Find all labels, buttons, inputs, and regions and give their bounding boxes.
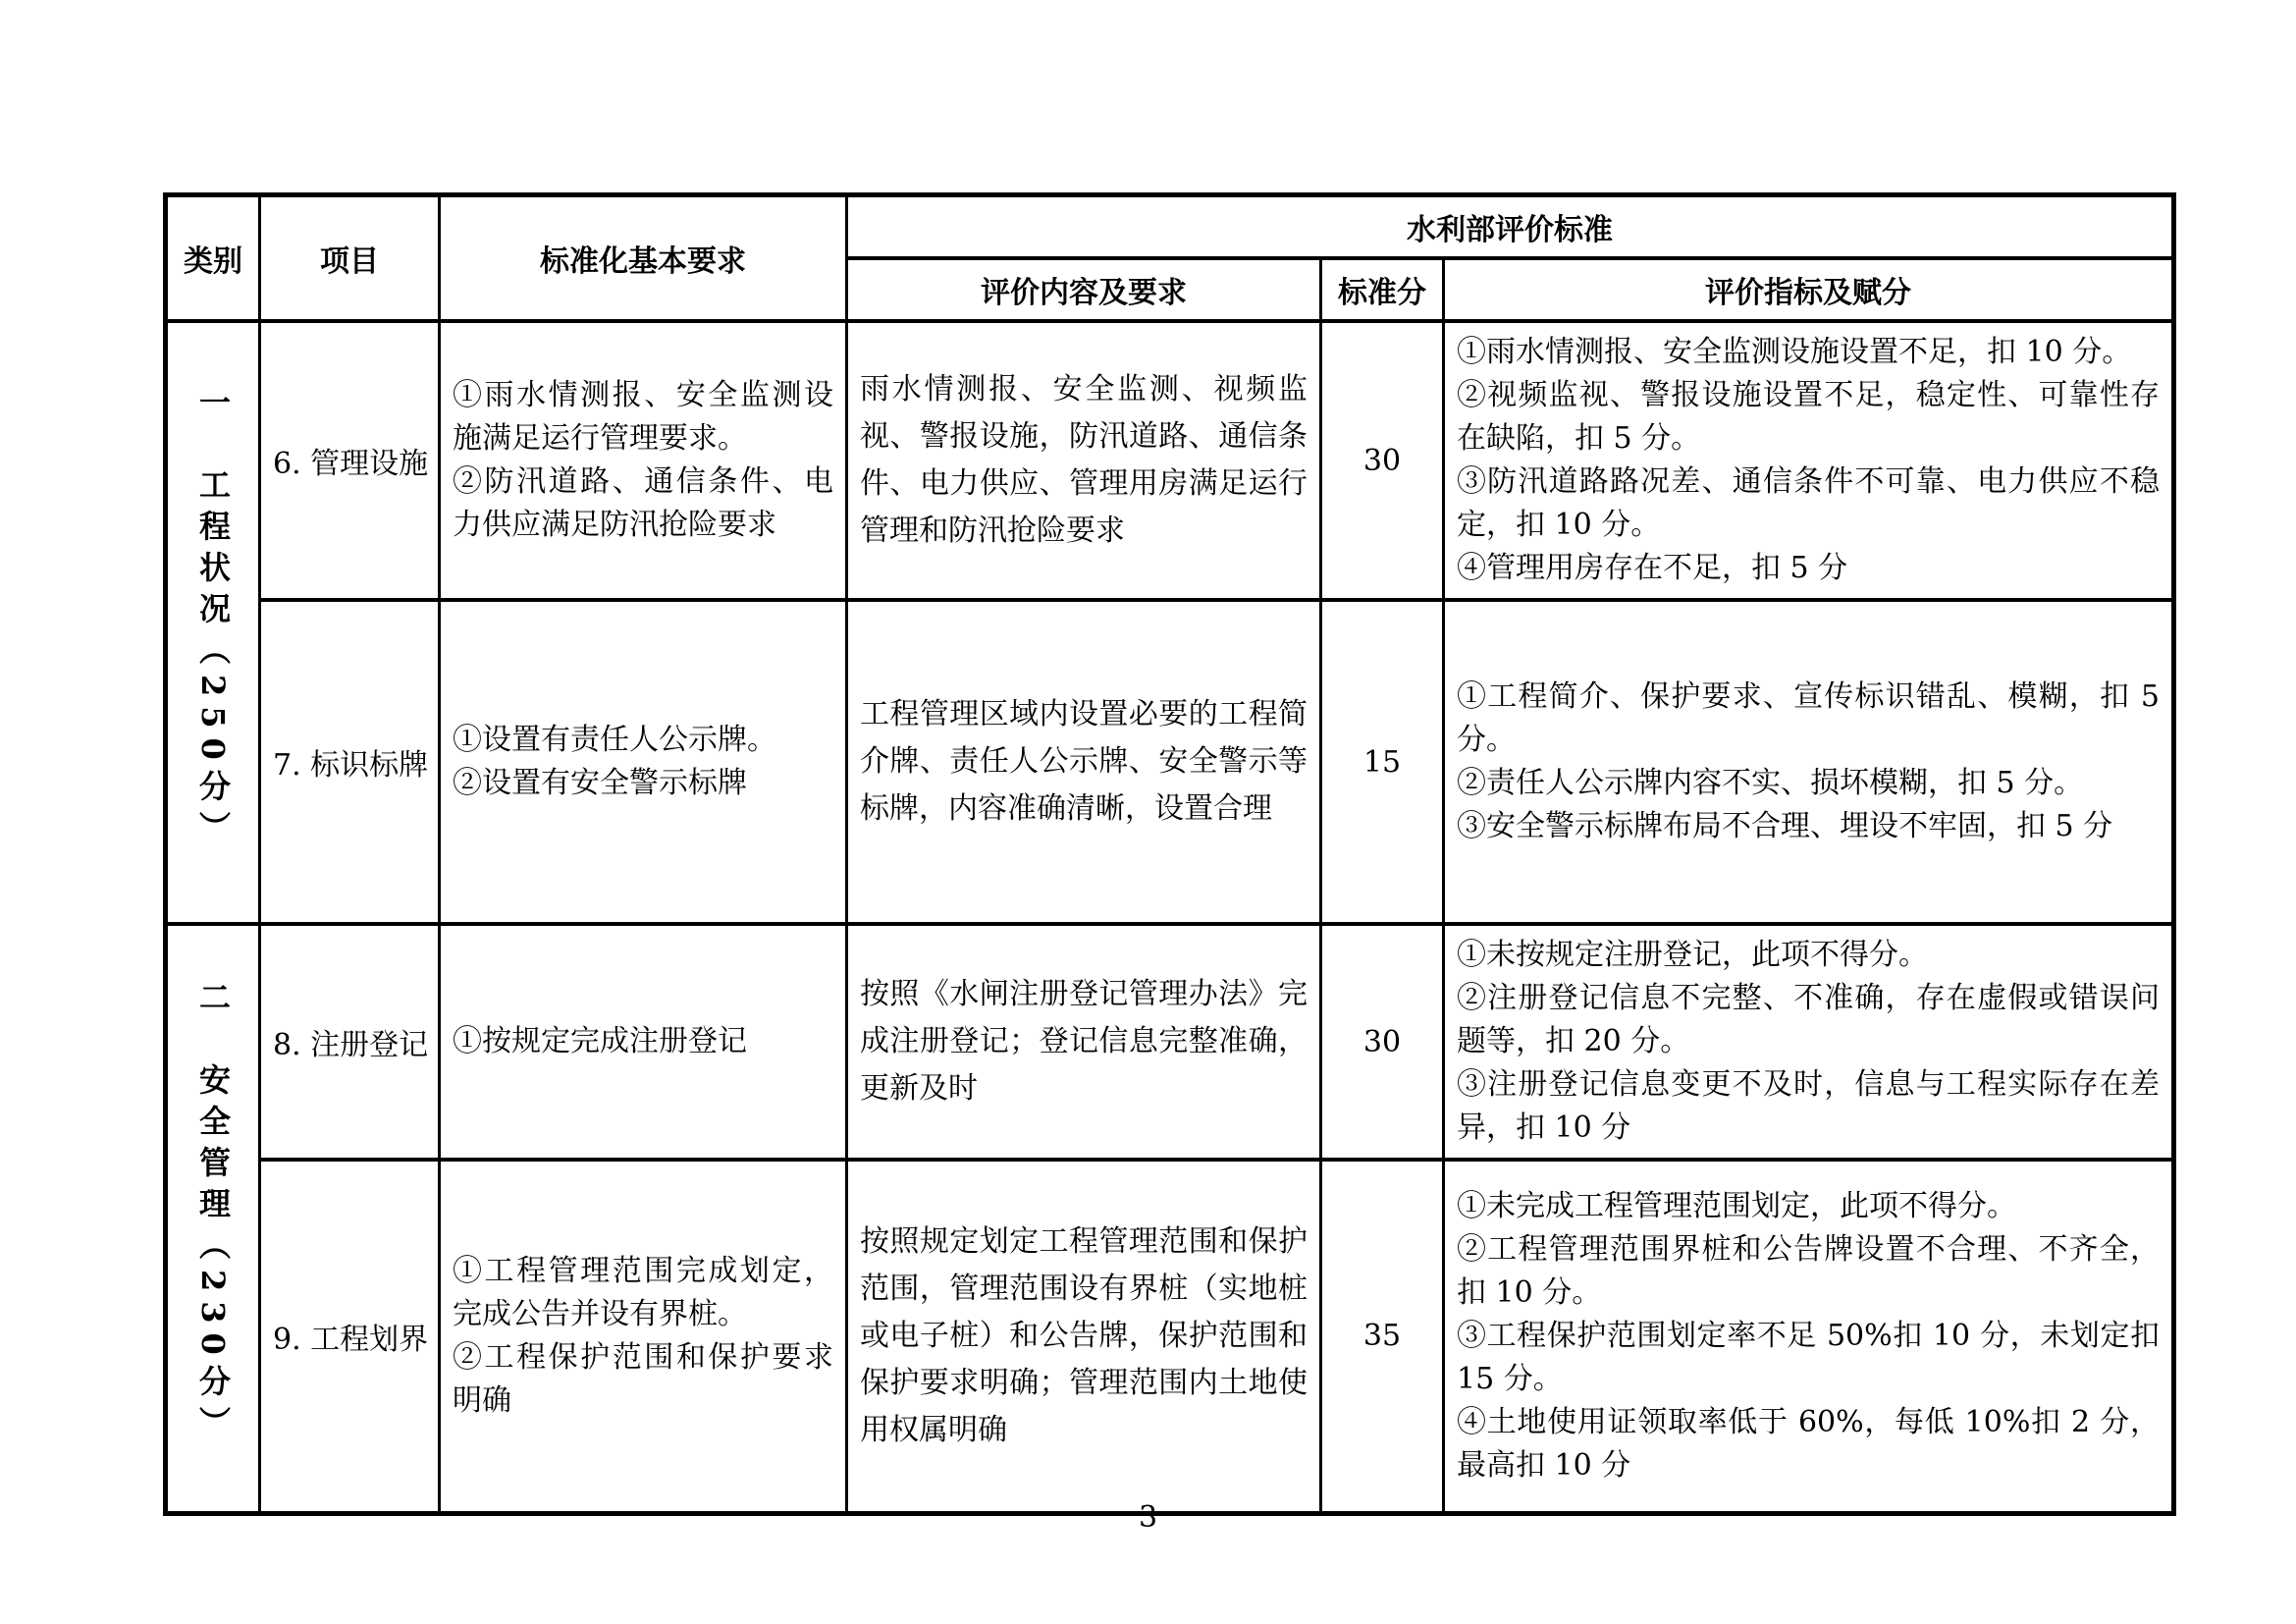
basic-req-cell <box>440 1160 847 1513</box>
item-cell: 9. 工程划界 <box>260 1160 440 1513</box>
header-content: 评价内容及要求 <box>847 258 1321 321</box>
content-cell: 按照规定划定工程管理范围和保护范围，管理范围设有界桩（实地桩或电子桩）和公告牌，保护范围和保护要求明确；管理范围内土地使用权属明确 <box>847 1160 1321 1513</box>
table-row <box>166 924 2174 1160</box>
cell-paragraph: ④管理用房存在不足，扣 5 分 <box>1457 551 1848 585</box>
category-cell-engineering-status <box>166 321 260 924</box>
item-cell: 7. 标识标牌 <box>260 600 440 924</box>
cell-paragraph: ①工程简介、保护要求、宣传标识错乱、模糊，扣 5 分。 <box>1457 679 2161 757</box>
cell-paragraph: ③安全警示标牌布局不合理、埋设不牢固，扣 5 分 <box>1457 809 2113 843</box>
cell-paragraph: ②视频监视、警报设施设置不足，稳定性、可靠性存在缺陷，扣 5 分。 <box>1457 378 2161 456</box>
basic-req-cell <box>440 321 847 600</box>
indicators-cell <box>1444 321 2174 600</box>
cell-paragraph: ①雨水情测报、安全监测设施满足运行管理要求。 <box>453 378 833 456</box>
page-number: 3 <box>1138 1500 1158 1535</box>
table-header <box>166 195 2174 322</box>
cell-paragraph: ②防汛道路、通信条件、电力供应满足防汛抢险要求 <box>453 464 833 542</box>
evaluation-standards-table <box>163 192 2176 1516</box>
basic-req-cell <box>440 924 847 1160</box>
basic-req-cell <box>440 600 847 924</box>
header-row-1 <box>166 195 2174 259</box>
indicators-cell <box>1444 600 2174 924</box>
header-indicators: 评价指标及赋分 <box>1444 258 2174 321</box>
cell-paragraph: ②注册登记信息不完整、不准确，存在虚假或错误问题等，扣 20 分。 <box>1457 981 2161 1058</box>
header-score: 标准分 <box>1321 258 1444 321</box>
header-basic-req: 标准化基本要求 <box>440 195 847 322</box>
table-row <box>166 1160 2174 1513</box>
score-cell: 30 <box>1321 321 1444 600</box>
cell-paragraph: ①工程管理范围完成划定，完成公告并设有界桩。 <box>453 1253 833 1331</box>
cell-paragraph: ①未按规定注册登记，此项不得分。 <box>1457 938 1928 972</box>
content-cell: 雨水情测报、安全监测、视频监视、警报设施，防汛道路、通信条件、电力供应、管理用房满足运行管理和防汛抢险要求 <box>847 321 1321 600</box>
item-cell: 8. 注册登记 <box>260 924 440 1160</box>
category-label: 二 安全管理（230分） <box>194 981 232 1448</box>
cell-paragraph: ①设置有责任人公示牌。 <box>453 723 776 757</box>
header-category: 类别 <box>166 195 260 322</box>
score-cell: 30 <box>1321 924 1444 1160</box>
cell-paragraph: ①按规定完成注册登记 <box>453 1024 747 1058</box>
category-cell-safety-management <box>166 924 260 1513</box>
content-cell: 按照《水闸注册登记管理办法》完成注册登记；登记信息完整准确，更新及时 <box>847 924 1321 1160</box>
header-ministry-group: 水利部评价标准 <box>847 195 2174 259</box>
cell-paragraph: ②责任人公示牌内容不实、损坏模糊，扣 5 分。 <box>1457 766 2084 800</box>
indicators-cell <box>1444 924 2174 1160</box>
cell-paragraph: ②设置有安全警示标牌 <box>453 766 747 800</box>
category-label: 一 工程状况（250分） <box>194 385 232 852</box>
table-row <box>166 600 2174 924</box>
header-item: 项目 <box>260 195 440 322</box>
score-cell: 15 <box>1321 600 1444 924</box>
cell-paragraph: ①未完成工程管理范围划定，此项不得分。 <box>1457 1188 2016 1223</box>
item-cell: 6. 管理设施 <box>260 321 440 600</box>
cell-paragraph: ③工程保护范围划定率不足 50%扣 10 分，未划定扣 15 分。 <box>1457 1318 2161 1396</box>
score-cell: 35 <box>1321 1160 1444 1513</box>
cell-paragraph: ③防汛道路路况差、通信条件不可靠、电力供应不稳定，扣 10 分。 <box>1457 464 2161 542</box>
content-cell: 工程管理区域内设置必要的工程简介牌、责任人公示牌、安全警示等标牌，内容准确清晰，设置合理 <box>847 600 1321 924</box>
cell-paragraph: ②工程管理范围界桩和公告牌设置不合理、不齐全，扣 10 分。 <box>1457 1231 2161 1310</box>
cell-paragraph: ①雨水情测报、安全监测设施设置不足，扣 10 分。 <box>1457 335 2132 369</box>
table-row <box>166 321 2174 600</box>
cell-paragraph: ②工程保护范围和保护要求明确 <box>453 1339 833 1418</box>
cell-paragraph: ③注册登记信息变更不及时，信息与工程实际存在差异，扣 10 分 <box>1457 1067 2161 1145</box>
cell-paragraph: ④土地使用证领取率低于 60%，每低 10%扣 2 分，最高扣 10 分 <box>1457 1404 2161 1483</box>
indicators-cell <box>1444 1160 2174 1513</box>
